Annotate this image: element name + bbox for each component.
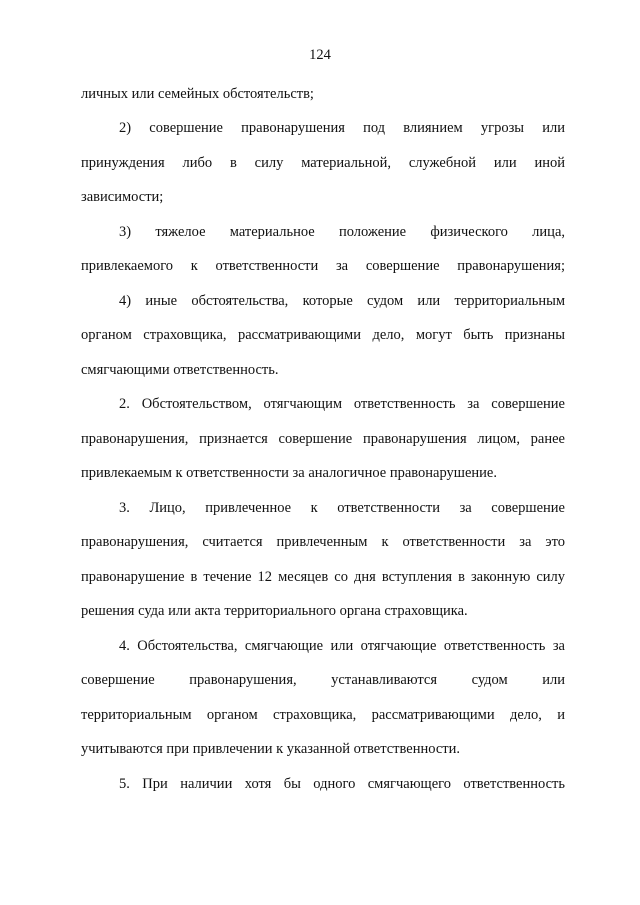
- text-line: 2. Обстоятельством, отягчающим ответственность за совершение: [119, 396, 565, 412]
- text-line: совершение правонарушения, устанавливаются судом или: [81, 672, 565, 688]
- page-number: 124: [309, 47, 331, 63]
- text-line: решения суда или акта территориального органа страховщика.: [81, 603, 468, 619]
- text-line: привлекаемого к ответственности за совершение правонарушения;: [81, 258, 565, 274]
- text-line: привлекаемым к ответственности за аналогичное правонарушение.: [81, 465, 497, 481]
- text-line: 4) иные обстоятельства, которые судом или территориальным: [119, 293, 565, 309]
- text-line: учитываются при привлечении к указанной ответственности.: [81, 741, 460, 757]
- text-line: личных или семейных обстоятельств;: [81, 86, 314, 102]
- text-line: территориальным органом страховщика, рассматривающими дело, и: [81, 707, 565, 723]
- text-line: органом страховщика, рассматривающими дело, могут быть признаны: [81, 327, 565, 343]
- text-line: 3) тяжелое материальное положение физического лица,: [119, 224, 565, 240]
- text-line: 2) совершение правонарушения под влиянием угрозы или: [119, 120, 565, 136]
- text-line: правонарушения, признается совершение правонарушения лицом, ранее: [81, 431, 565, 447]
- text-line: 5. При наличии хотя бы одного смягчающего ответственность: [119, 776, 565, 792]
- text-line: правонарушения, считается привлеченным к ответственности за это: [81, 534, 565, 550]
- text-line: принуждения либо в силу материальной, служебной или иной: [81, 155, 565, 171]
- text-line: зависимости;: [81, 189, 164, 205]
- text-line: смягчающими ответственность.: [81, 362, 279, 378]
- text-line: правонарушение в течение 12 месяцев со дня вступления в законную силу: [81, 569, 565, 585]
- text-line: 4. Обстоятельства, смягчающие или отягчающие ответственность за: [119, 638, 565, 654]
- text-line: 3. Лицо, привлеченное к ответственности за совершение: [119, 500, 565, 516]
